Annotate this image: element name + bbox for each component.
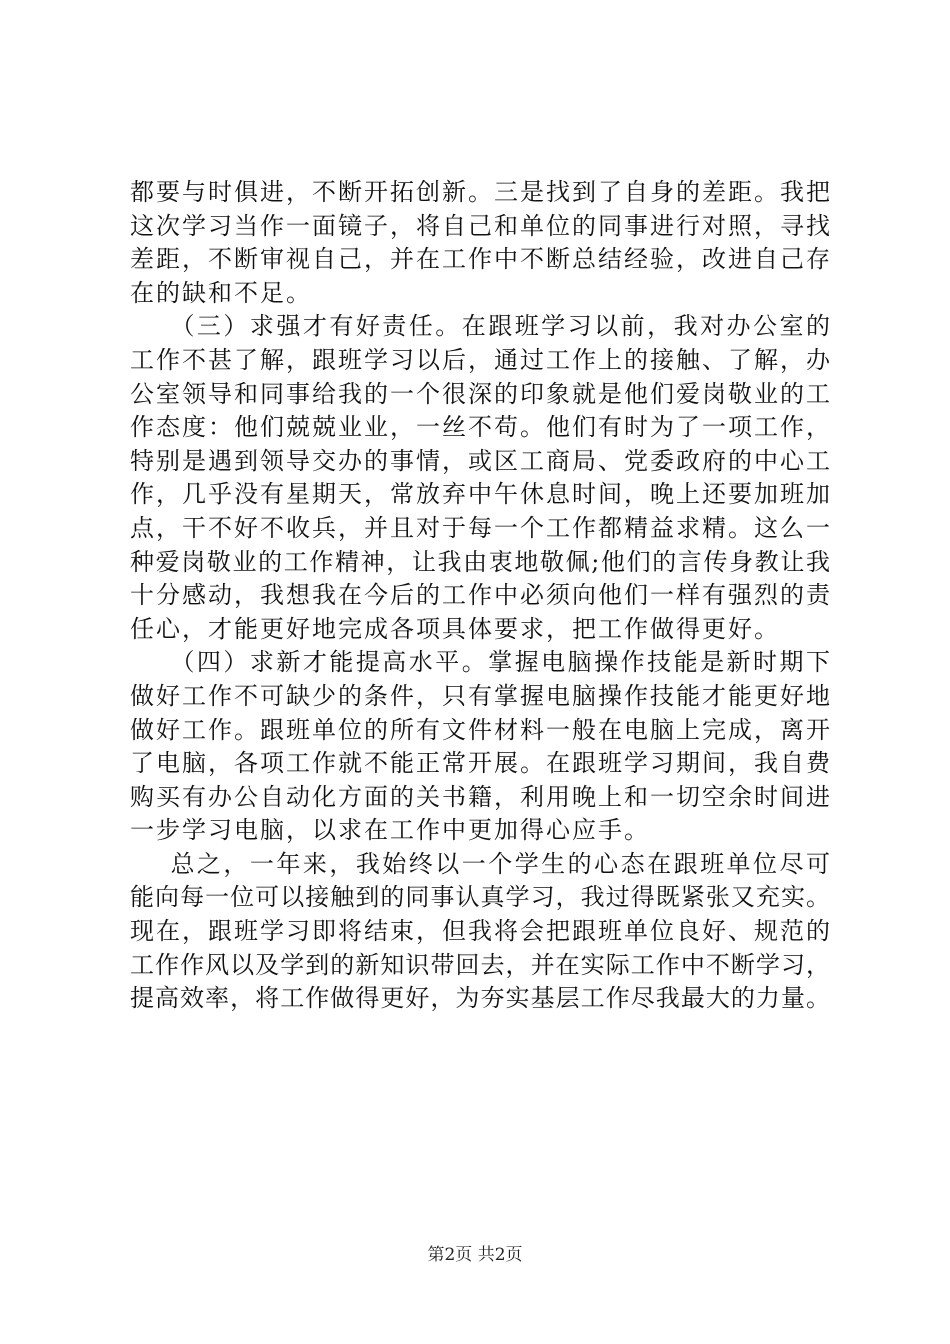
text-line: 公室领导和同事给我的一个很深的印象就是他们爱岗敬业的工 — [130, 379, 830, 408]
page-number-footer: 第2页 共2页 — [427, 1245, 523, 1265]
text-line: 总之，一年来，我始终以一个学生的心态在跟班单位尽可 — [130, 849, 830, 878]
text-line: 特别是遇到领导交办的事情，或区工商局、党委政府的中心工 — [130, 446, 830, 475]
text-line: 十分感动，我想我在今后的工作中必须向他们一样有强烈的责 — [130, 581, 830, 610]
text-line: 现在，跟班学习即将结束，但我将会把跟班单位良好、规范的 — [130, 917, 830, 946]
text-line: 做好工作不可缺少的条件，只有掌握电脑操作技能才能更好地 — [130, 681, 830, 710]
text-line: （三）求强才有好责任。在跟班学习以前，我对办公室的 — [130, 312, 830, 341]
text-line: 点，干不好不收兵，并且对于每一个工作都精益求精。这么一 — [130, 513, 830, 542]
text-line: 种爱岗敬业的工作精神，让我由衷地敬佩;他们的言传身教让我 — [130, 547, 830, 576]
text-line: 能向每一位可以接触到的同事认真学习，我过得既紧张又充实。 — [130, 883, 830, 912]
text-line: 作，几乎没有星期天，常放弃中午休息时间，晚上还要加班加 — [130, 480, 830, 509]
text-line: 在的缺和不足。 — [130, 278, 312, 307]
text-line: 工作作风以及学到的新知识带回去，并在实际工作中不断学习， — [130, 950, 830, 979]
text-line: （四）求新才能提高水平。掌握电脑操作技能是新时期下 — [130, 648, 830, 677]
text-line: 任心，才能更好地完成各项具体要求，把工作做得更好。 — [130, 614, 780, 643]
document-body — [130, 176, 830, 1016]
text-line: 工作不甚了解，跟班学习以后，通过工作上的接触、了解，办 — [130, 345, 830, 374]
text-line: 了电脑，各项工作就不能正常开展。在跟班学习期间，我自费 — [130, 749, 830, 778]
text-line: 提高效率，将工作做得更好，为夯实基层工作尽我最大的力量。 — [130, 984, 830, 1013]
text-line: 差距，不断审视自己，并在工作中不断总结经验，改进自己存 — [130, 245, 830, 274]
text-line: 都要与时俱进，不断开拓创新。三是找到了自身的差距。我把 — [130, 178, 830, 206]
text-line: 作态度：他们兢兢业业，一丝不苟。他们有时为了一项工作， — [130, 413, 830, 442]
text-line: 这次学习当作一面镜子，将自己和单位的同事进行对照，寻找 — [130, 211, 830, 240]
text-line: 一步学习电脑，以求在工作中更加得心应手。 — [130, 816, 650, 845]
text-line: 购买有办公自动化方面的关书籍，利用晚上和一切空余时间进 — [130, 782, 830, 811]
text-line: 做好工作。跟班单位的所有文件材料一般在电脑上完成，离开 — [130, 715, 830, 744]
